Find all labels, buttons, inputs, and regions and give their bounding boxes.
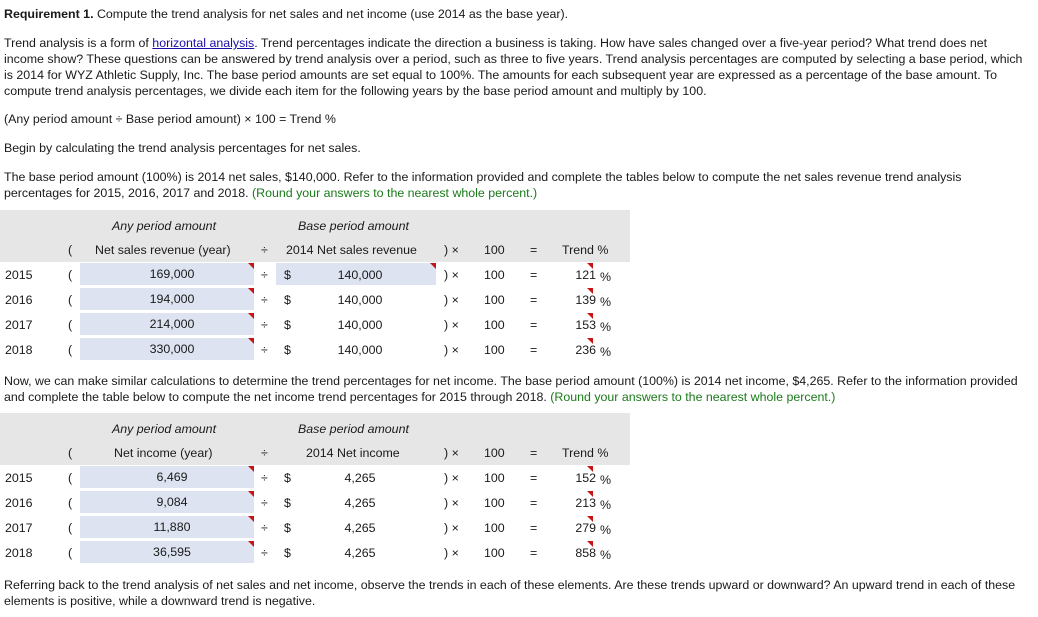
sales-row-dollar-base: $ (284, 293, 291, 307)
income-col-trend: Trend % (562, 446, 609, 460)
sales-row-close-times: ) × (444, 268, 459, 282)
income-row-hundred: 100 (484, 471, 505, 485)
sales-amount-value: 169,000 (149, 267, 195, 281)
formula-text: (Any period amount ÷ Base period amount) × 100 = Trend % (4, 112, 336, 126)
income-amount-input[interactable] (80, 541, 254, 563)
begin-text: Begin by calculating the trend analysis percentages for net sales. (4, 141, 361, 155)
income-row-percent: % (600, 498, 612, 512)
income-row-equals: = (530, 496, 538, 510)
sales-row-open-paren: ( (68, 268, 73, 282)
income-row-open-paren: ( (68, 521, 73, 535)
sales-trend-output: 153 (575, 318, 596, 332)
answer-flag-icon (587, 288, 593, 294)
income-trend-output: 213 (575, 496, 596, 510)
answer-flag-icon (587, 491, 593, 497)
income-row-close-times: ) × (444, 471, 459, 485)
income-instructions-text: Now, we can make similar calculations to determine the trend percentages for net income. The base period amount (100%) is 2014 net income, $4,265. Refer to the information provided and complete the table below to compute the net income trend percentages for 2015 through 2018. (4, 374, 1018, 404)
income-header-base-period: Base period amount (298, 422, 409, 436)
income-row-percent: % (600, 473, 612, 487)
sales-trend-output: 139 (575, 293, 596, 307)
income-amount-value: 36,595 (153, 545, 191, 559)
income-round-note: (Round your answers to the nearest whole percent.) (550, 390, 836, 404)
income-amount-input[interactable] (80, 516, 254, 538)
sales-row-percent: % (600, 270, 612, 284)
income-row-equals: = (530, 521, 538, 535)
sales-row-close-times: ) × (444, 318, 459, 332)
requirement-text: Compute the trend analysis for net sales and net income (use 2014 as the base year). (93, 7, 569, 21)
sales-row-open-paren: ( (68, 343, 73, 357)
income-row-open-paren: ( (68, 471, 73, 485)
income-row-percent: % (600, 548, 612, 562)
income-trend-table (0, 413, 630, 565)
income-col-times: ) × (444, 446, 459, 460)
sales-trend-table (0, 210, 630, 362)
income-row-base-amount: 4,265 (344, 471, 376, 485)
sales-header-any-period: Any period amount (112, 219, 217, 233)
answer-flag-icon (248, 313, 254, 319)
income-row-div: ÷ (261, 546, 268, 560)
sales-row-div: ÷ (261, 293, 268, 307)
income-row-year: 2016 (5, 496, 33, 510)
sales-row-hundred: 100 (484, 343, 505, 357)
income-row-year: 2015 (5, 471, 33, 485)
sales-trend-output: 121 (575, 268, 596, 282)
income-row-dollar-base: $ (284, 521, 291, 535)
income-row-base-amount: 4,265 (344, 496, 376, 510)
sales-row-year: 2016 (5, 293, 33, 307)
income-row-percent: % (600, 523, 612, 537)
answer-flag-icon (248, 338, 254, 344)
sales-row-equals: = (530, 268, 538, 282)
sales-col-div: ÷ (261, 243, 268, 257)
income-row-year: 2018 (5, 546, 33, 560)
intro-text-start: Trend analysis is a form of (4, 36, 153, 50)
income-row-hundred: 100 (484, 546, 505, 560)
sales-round-note: (Round your answers to the nearest whole percent.) (252, 186, 538, 200)
sales-row-year: 2017 (5, 318, 33, 332)
income-amount-input[interactable] (80, 466, 254, 488)
sales-amount-value: 330,000 (149, 342, 195, 356)
sales-col-times: ) × (444, 243, 459, 257)
sales-row-equals: = (530, 293, 538, 307)
answer-flag-icon (248, 263, 254, 269)
sales-instructions-text: The base period amount (100%) is 2014 net sales, $140,000. Refer to the information provided and complete the tables below to compute the net sales revenue trend analysis percentages for 2015, 2016, 2017 and 2018. (4, 170, 962, 200)
intro-text-rest: . Trend percentages indicate the direction a business is taking. How have sales changed over a five-year period? What trend does net income show? These questions can be answered by trend analysis over a period, such as three to five years. Trend analysis percentages are computed by selecting a base period, which is 2014 for WYZ Athletic Supply, Inc. The base period amounts are set equal to 100%. The amounts for each subsequent year are expressed as a percentage of the base amount. To compute trend analysis percentages, we divide each item for the following years by the base period amount and multiply by 100. (4, 36, 1023, 98)
sales-header-base-period: Base period amount (298, 219, 409, 233)
sales-col-trend: Trend % (562, 243, 609, 257)
sales-row-percent: % (600, 320, 612, 334)
income-trend-output: 858 (575, 546, 596, 560)
income-header-open-paren: ( (68, 446, 73, 460)
income-amount-value: 11,880 (153, 520, 191, 534)
income-row-div: ÷ (261, 496, 268, 510)
income-row-equals: = (530, 471, 538, 485)
answer-flag-icon (587, 338, 593, 344)
intro-paragraph (4, 35, 1030, 99)
answer-flag-icon (248, 466, 254, 472)
income-row-dollar-base: $ (284, 546, 291, 560)
sales-amount-input[interactable] (80, 263, 254, 285)
sales-row-base-amount: 140,000 (337, 343, 383, 357)
sales-row-open-paren: ( (68, 293, 73, 307)
income-col-hundred: 100 (484, 446, 505, 460)
sales-row-percent: % (600, 295, 612, 309)
answer-flag-icon (587, 516, 593, 522)
income-row-close-times: ) × (444, 546, 459, 560)
sales-instructions (4, 169, 1030, 201)
sales-col-base: 2014 Net sales revenue (286, 243, 417, 257)
sales-row-close-times: ) × (444, 343, 459, 357)
sales-trend-output: 236 (575, 343, 596, 357)
income-col-any: Net income (year) (114, 446, 213, 460)
sales-row-base-amount: 140,000 (337, 268, 383, 282)
sales-row-open-paren: ( (68, 318, 73, 332)
sales-row-year: 2018 (5, 343, 33, 357)
sales-row-hundred: 100 (484, 268, 505, 282)
income-row-hundred: 100 (484, 496, 505, 510)
sales-row-dollar-base: $ (284, 318, 291, 332)
answer-flag-icon (248, 541, 254, 547)
sales-col-hundred: 100 (484, 243, 505, 257)
sales-row-hundred: 100 (484, 293, 505, 307)
income-row-hundred: 100 (484, 521, 505, 535)
requirement-label: Requirement 1. (4, 7, 94, 21)
income-row-dollar-base: $ (284, 471, 291, 485)
income-col-div: ÷ (261, 446, 268, 460)
sales-col-equals: = (530, 243, 538, 257)
answer-flag-icon (587, 541, 593, 547)
income-header-any-period: Any period amount (112, 422, 217, 436)
income-amount-input[interactable] (80, 491, 254, 513)
sales-row-equals: = (530, 343, 538, 357)
income-trend-output: 152 (575, 471, 596, 485)
sales-row-div: ÷ (261, 343, 268, 357)
sales-row-base-amount: 140,000 (337, 293, 383, 307)
sales-row-percent: % (600, 345, 612, 359)
sales-row-dollar-base: $ (284, 343, 291, 357)
requirement-heading (4, 6, 1030, 22)
income-row-base-amount: 4,265 (344, 546, 376, 560)
income-amount-value: 9,084 (156, 495, 188, 509)
income-row-open-paren: ( (68, 546, 73, 560)
answer-flag-icon (587, 313, 593, 319)
sales-amount-value: 194,000 (149, 292, 195, 306)
income-row-year: 2017 (5, 521, 33, 535)
income-instructions (4, 373, 1030, 405)
sales-row-year: 2015 (5, 268, 33, 282)
sales-amount-input[interactable] (80, 313, 254, 335)
sales-row-div: ÷ (261, 268, 268, 282)
answer-flag-icon (587, 263, 593, 269)
answer-flag-icon (248, 491, 254, 497)
income-row-div: ÷ (261, 471, 268, 485)
sales-row-div: ÷ (261, 318, 268, 332)
sales-amount-input[interactable] (80, 338, 254, 360)
income-row-dollar-base: $ (284, 496, 291, 510)
horizontal-analysis-link[interactable]: horizontal analysis (152, 36, 255, 50)
income-row-base-amount: 4,265 (344, 521, 376, 535)
answer-flag-icon (587, 466, 593, 472)
income-row-div: ÷ (261, 521, 268, 535)
answer-flag-icon (430, 263, 436, 269)
sales-col-any: Net sales revenue (year) (95, 243, 231, 257)
answer-flag-icon (248, 516, 254, 522)
income-col-base: 2014 Net income (306, 446, 400, 460)
income-row-close-times: ) × (444, 496, 459, 510)
income-row-close-times: ) × (444, 521, 459, 535)
sales-header-open-paren: ( (68, 243, 73, 257)
sales-amount-value: 214,000 (149, 317, 195, 331)
income-trend-output: 279 (575, 521, 596, 535)
sales-amount-input[interactable] (80, 288, 254, 310)
sales-row-close-times: ) × (444, 293, 459, 307)
income-row-open-paren: ( (68, 496, 73, 510)
sales-row-hundred: 100 (484, 318, 505, 332)
income-row-equals: = (530, 546, 538, 560)
closing-paragraph: Referring back to the trend analysis of net sales and net income, observe the trends in each of these elements. Are these trends upward or downward? An upward trend in each of these elements is positive, while a downward trend is negative. (4, 578, 1016, 608)
sales-row-equals: = (530, 318, 538, 332)
sales-row-dollar-base: $ (284, 268, 291, 282)
income-col-equals: = (530, 446, 538, 460)
answer-flag-icon (248, 288, 254, 294)
sales-row-base-amount: 140,000 (337, 318, 383, 332)
income-amount-value: 6,469 (156, 470, 188, 484)
